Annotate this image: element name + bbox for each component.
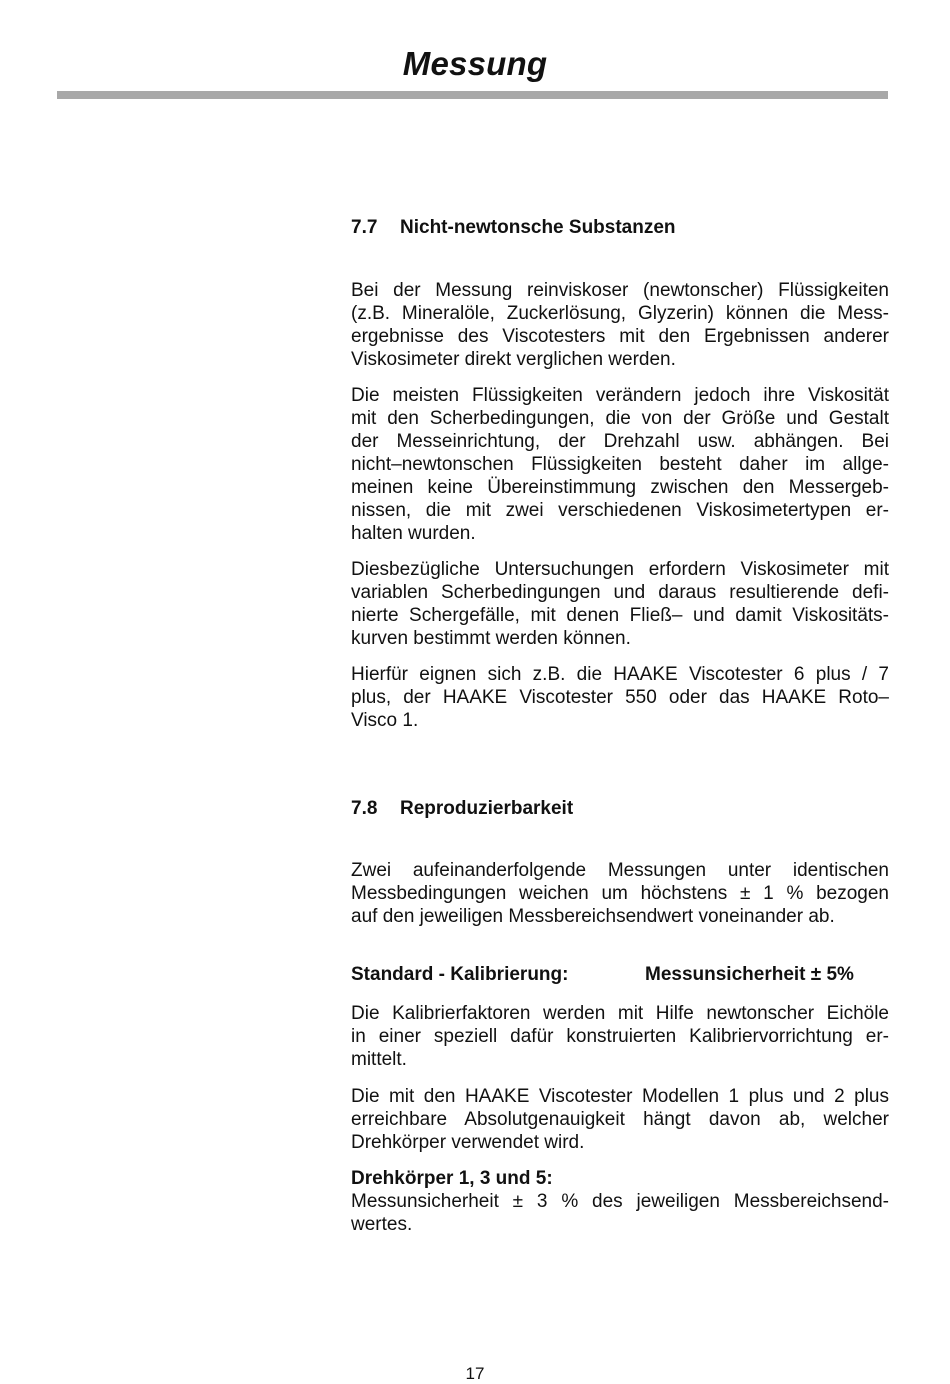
calibration-label: Standard - Kalibrierung: (351, 964, 569, 985)
text-line: kurven bestimmt werden können. (351, 628, 631, 649)
calibration-row (351, 963, 889, 987)
section-heading-7-7 (351, 216, 889, 240)
text-line: Diesbezügliche Untersuchungen erfordern Viskosimeter mit (351, 559, 889, 580)
text-line: Messunsicherheit ± 3 % des jeweiligen Messbereichsend- (351, 1191, 889, 1212)
text-line: Zwei aufeinanderfolgende Messungen unter identischen (351, 860, 889, 881)
paragraph (351, 859, 889, 928)
section-heading-7-8 (351, 797, 889, 821)
section-title: Nicht-newtonsche Substanzen (400, 217, 676, 238)
paragraph (351, 1002, 889, 1071)
text-line: ergebnisse des Viscotesters mit den Ergebnissen anderer (351, 326, 889, 347)
text-line: Die mit den HAAKE Viscotester Modellen 1 plus und 2 plus (351, 1086, 889, 1107)
text-line: erreichbare Absolutgenauigkeit hängt davon ab, welcher (351, 1109, 889, 1130)
page-title: Messung (402, 45, 548, 82)
text-line: nierte Schergefälle, mit denen Fließ– und damit Viskositäts- (351, 605, 889, 626)
text-line: plus, der HAAKE Viscotester 550 oder das HAAKE Roto– (351, 687, 889, 708)
paragraph (351, 384, 889, 545)
text-line: Drehkörper verwendet wird. (351, 1132, 585, 1153)
title-rule (57, 91, 888, 99)
text-line: der Messeinrichtung, der Drehzahl usw. abhängen. Bei (351, 431, 889, 452)
calibration-value: Messunsicherheit ± 5% (645, 964, 854, 985)
text-line: wertes. (351, 1214, 413, 1235)
paragraph (351, 1085, 889, 1154)
text-line: mittelt. (351, 1049, 407, 1070)
section-number: 7.7 (351, 217, 378, 238)
rotor-heading: Drehkörper 1, 3 und 5: (351, 1168, 553, 1189)
text-line: halten wurden. (351, 523, 476, 544)
text-line: nicht–newtonschen Flüssigkeiten besteht daher im allge- (351, 454, 889, 475)
text-line: nissen, die mit zwei verschiedenen Viskosimetertypen er- (351, 500, 889, 521)
text-line: mit den Scherbedingungen, die von der Größe und Gestalt (351, 408, 889, 429)
paragraph (351, 1190, 889, 1236)
page-number: 17 (465, 1364, 485, 1383)
section-number: 7.8 (351, 798, 378, 819)
paragraph (351, 279, 889, 371)
text-line: auf den jeweiligen Messbereichsendwert voneinander ab. (351, 906, 835, 927)
text-line: in einer speziell dafür konstruierten Kalibriervorrichtung er- (351, 1026, 889, 1047)
text-line: Viskosimeter direkt verglichen werden. (351, 349, 676, 370)
text-line: (z.B. Mineralöle, Zuckerlösung, Glyzerin) können die Mess- (351, 303, 889, 324)
text-line: Messbedingungen weichen um höchstens ± 1 % bezogen (351, 883, 889, 904)
text-line: meinen keine Übereinstimmung zwischen den Messergeb- (351, 477, 889, 498)
paragraph (351, 663, 889, 732)
text-line: Hierfür eignen sich z.B. die HAAKE Viscotester 6 plus / 7 (351, 664, 889, 685)
paragraph (351, 558, 889, 650)
text-line: Bei der Messung reinviskoser (newtonscher) Flüssigkeiten (351, 280, 889, 301)
text-line: Die Kalibrierfaktoren werden mit Hilfe newtonscher Eichöle (351, 1003, 889, 1024)
section-title: Reproduzierbarkeit (400, 798, 574, 819)
text-line: Visco 1. (351, 710, 419, 731)
text-line: Die meisten Flüssigkeiten verändern jedoch ihre Viskosität (351, 385, 889, 406)
text-line: variablen Scherbedingungen und daraus resultierende defi- (351, 582, 889, 603)
